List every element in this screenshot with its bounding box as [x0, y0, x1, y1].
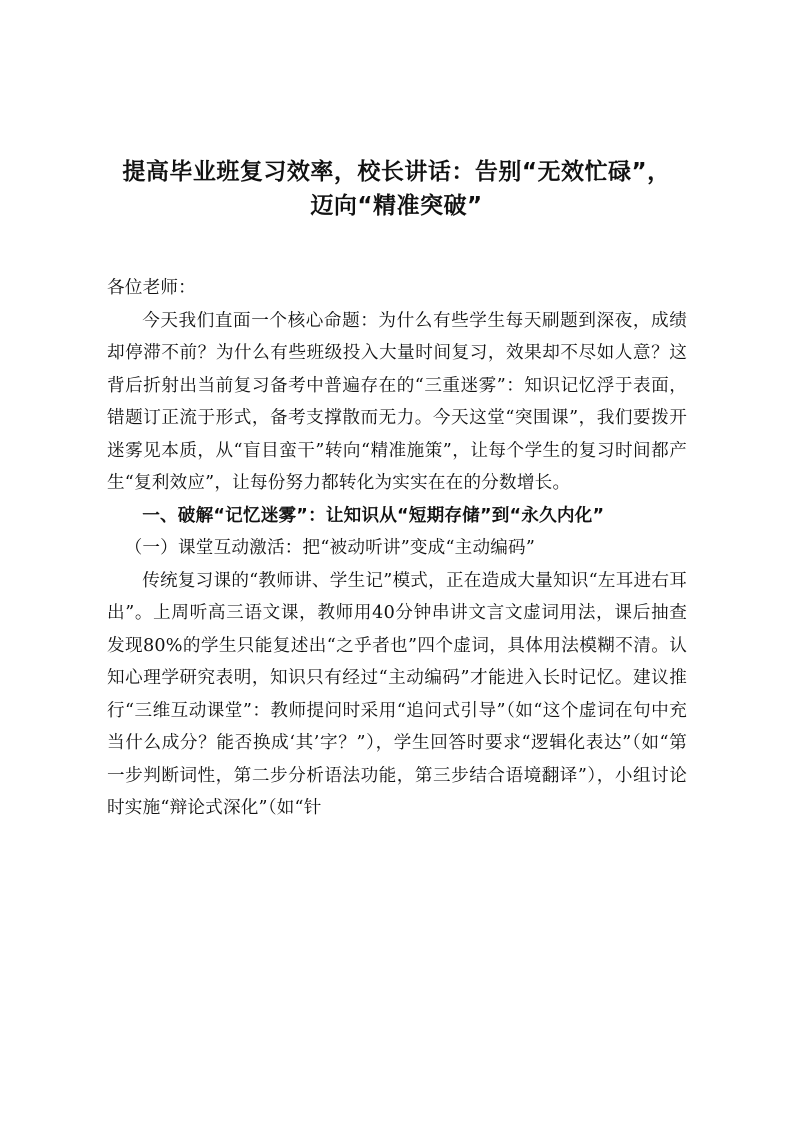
subsection-paragraph-1: 传统复习课的“教师讲、学生记”模式，正在造成大量知识“左耳进右耳出”。上周听高三语文课，教师用40分钟串讲文言文虚词用法，课后抽查发现80%的学生只能复述出“之乎者也”四个虚词，具体用法模糊不清。认知心理学研究表明，知识只有经过“主动编码”才能进入长时记忆。建议推行“三维互动课堂”：教师提问时采用“追问式引导”（如“这个虚词在句中充当什么成分？能否换成‘其’字？”），学生回答时要求“逻辑化表达”（如“第一步判断词性，第二步分析语法功能，第三步结合语境翻译”），小组讨论时实施“辩论式深化”（如“针: [107, 570, 687, 818]
greeting: 各位老师：: [107, 278, 196, 298]
section-heading-1: 一、破解“记忆迷雾”：让知识从“短期存储”到“永久内化”: [142, 505, 605, 526]
document-title-line-2: 迈向“精准突破”: [310, 193, 483, 219]
intro-paragraph: 今天我们直面一个核心命题：为什么有些学生每天刷题到深夜，成绩却停滞不前？为什么有些班级投入大量时间复习，效果却不尽如人意？这背后折射出当前复习备考中普遍存在的“三重迷雾”：知识记忆浮于表面，错题订正流于形式，备考支撑散而无力。今天这堂“突围课”，我们要拨开迷雾见本质，从“盲目蛮干”转向“精准施策”，让每个学生的复习时间都产生“复利效应”，让每份努力都转化为实实在在的分数增长。: [107, 310, 687, 493]
document-title-line-1: 提高毕业班复习效率，校长讲话：告别“无效忙碌”，: [122, 159, 671, 185]
document-body: [107, 272, 687, 825]
subsection-heading-1: （一）课堂互动激活：把“被动听讲”变成“主动编码”: [124, 538, 536, 558]
